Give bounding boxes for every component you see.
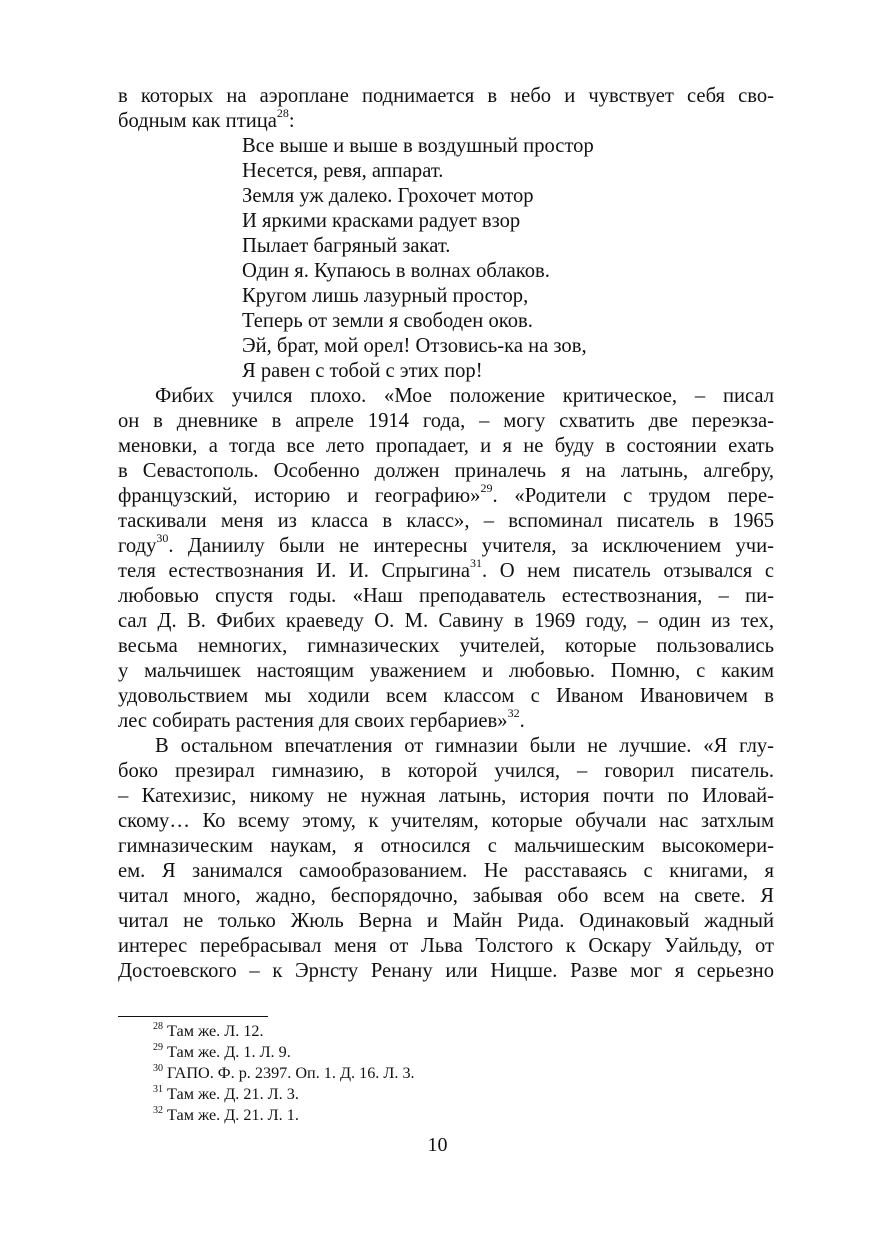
line-text: в которых на аэроплане поднимается в небо и чувствует себя сво- [118,85,774,107]
line-text: бодным как птица [118,110,277,132]
line-text: читал не только Жюль Верна и Майн Рида. Одинаковый жадный [118,910,774,932]
line-text: лес собирать растения для своих гербариев» [118,710,508,732]
footnote-number: 31 [153,1083,163,1095]
text-line [118,934,774,959]
line-text: И яркими красками радует взор [242,210,521,232]
footnote-ref: 29 [480,481,493,496]
text-line [118,859,774,884]
text-line [118,509,774,534]
text-line [118,684,774,709]
footnote-text: Там же. Д. 21. Л. 1. [167,1106,299,1124]
line-text: Кругом лишь лазурный простор, [242,285,529,307]
footnote-number: 32 [153,1104,163,1116]
line-text: любовью спустя годы. «Наш преподаватель естествознания, – пи- [118,585,774,607]
poem-line [118,284,774,309]
line-text: Все выше и выше в воздушный простор [242,135,594,157]
poem-line [118,234,774,259]
line-text: сал Д. В. Фибих краеведу О. М. Савину в 1969 году, – один из тех, [118,610,774,632]
line-text-continued: : [288,110,295,132]
line-text: французский, историю и географию» [118,485,481,507]
footnote [153,1021,415,1042]
line-text: гимназическим наукам, я относился с мальчишеским высокомери- [118,835,774,857]
footnote-text: Там же. Л. 12. [167,1022,264,1040]
poem-line [118,159,774,184]
line-text: он в дневнике в апреле 1914 года, – могу схватить две переэкза- [118,410,774,432]
poem-line [118,259,774,284]
text-line [118,481,774,509]
poem-line [118,209,774,234]
line-text: Фибих учился плохо. «Мое положение критическое, – писал [155,385,774,407]
line-text: таскивали меня из класса в класс», – вспоминал писатель в 1965 [118,510,774,532]
poem-line [118,134,774,159]
line-text: Пылает багряный закат. [242,235,451,257]
page-number: 10 [427,1134,448,1156]
line-text: скому… Ко всему этому, к учителям, которые обучали нас затхлым [118,810,774,832]
footnote-number: 29 [153,1041,163,1053]
line-text: боко презирал гимназию, в которой учился, – говорил писатель. [118,760,774,782]
line-text: Достоевского – к Эрнсту Ренану или Ницше. Разве мог я серьезно [118,960,774,982]
text-line [118,84,774,109]
footnote-ref: 31 [470,556,483,571]
line-text: Один я. Купаюсь в волнах облаков. [242,260,550,282]
footnote-text: ГАПО. Ф. р. 2397. Оп. 1. Д. 16. Л. 3. [167,1064,415,1082]
line-text: Теперь от земли я свободен оков. [242,310,533,332]
text-line [118,434,774,459]
line-text-continued: . [519,710,525,732]
line-text: В остальном впечатления от гимназии были не лучшие. «Я глу- [155,735,774,757]
line-text: ем. Я занимался самообразованием. Не расставаясь с книгами, я [118,860,774,882]
text-line [118,634,774,659]
line-text-continued: . «Родители с трудом пере- [492,485,774,507]
line-text: в Севастополь. Особенно должен приналечь я на латынь, алгебру, [118,460,774,482]
text-line [118,834,774,859]
line-text: у мальчишек настоящим уважением и любовью. Помню, с каким [118,660,774,682]
text-line [118,531,774,559]
poem-line [118,309,774,334]
footnote [153,1105,415,1126]
line-text: меновки, а тогда все лето пропадает, и я не буду в состоянии ехать [118,435,774,457]
text-line [118,959,774,984]
line-text: весьма немногих, гимназических учителей, которые пользовались [118,635,774,657]
line-text: Эй, брат, мой орел! Отзовись-ка на зов, [242,335,587,357]
text-line [118,884,774,909]
line-text: Земля уж далеко. Грохочет мотор [242,185,534,207]
text-line [118,106,774,134]
line-text: интерес перебрасывал меня от Льва Толстого к Оскару Уайльду, от [118,935,774,957]
text-line [118,409,774,434]
line-text: – Катехизис, никому не нужная латынь, история почти по Иловай- [118,785,774,807]
text-line [118,659,774,684]
text-line [118,734,774,759]
text-line [118,609,774,634]
line-text: теля естествознания И. И. Спрыгина [118,560,471,582]
footnote-ref: 28 [276,106,289,121]
text-line [118,784,774,809]
text-line [118,459,774,484]
footnote-separator [118,1016,268,1017]
line-text: году [118,535,157,557]
text-line [118,556,774,584]
footnotes [153,1021,415,1126]
footnote-ref: 32 [507,706,520,721]
line-text: Я равен с тобой с этих пор! [242,360,483,382]
poem-line [118,184,774,209]
poem-line [118,334,774,359]
line-text: Несется, ревя, аппарат. [242,160,444,182]
text-line [118,384,774,409]
line-text: читал много, жадно, беспорядочно, забывая обо всем на свете. Я [118,885,774,907]
footnote-number: 28 [153,1020,163,1032]
footnote-number: 30 [153,1062,163,1074]
footnote-text: Там же. Д. 1. Л. 9. [167,1043,291,1061]
footnote-text: Там же. Д. 21. Л. 3. [167,1085,299,1103]
footnote [153,1084,415,1105]
line-text-continued: . О нем писатель отзывался с [482,560,774,582]
footnote-ref: 30 [156,531,169,546]
text-line [118,706,774,734]
text-line [118,584,774,609]
poem-line [118,359,774,384]
text-line [118,909,774,934]
footnote [153,1042,415,1063]
main-text [118,84,774,984]
line-text-continued: . Даниилу были не интересны учителя, за исключением учи- [168,535,774,557]
text-line [118,809,774,834]
text-line [118,759,774,784]
footnote [153,1063,415,1084]
line-text: удовольствием мы ходили всем классом с Иваном Ивановичем в [118,685,774,707]
